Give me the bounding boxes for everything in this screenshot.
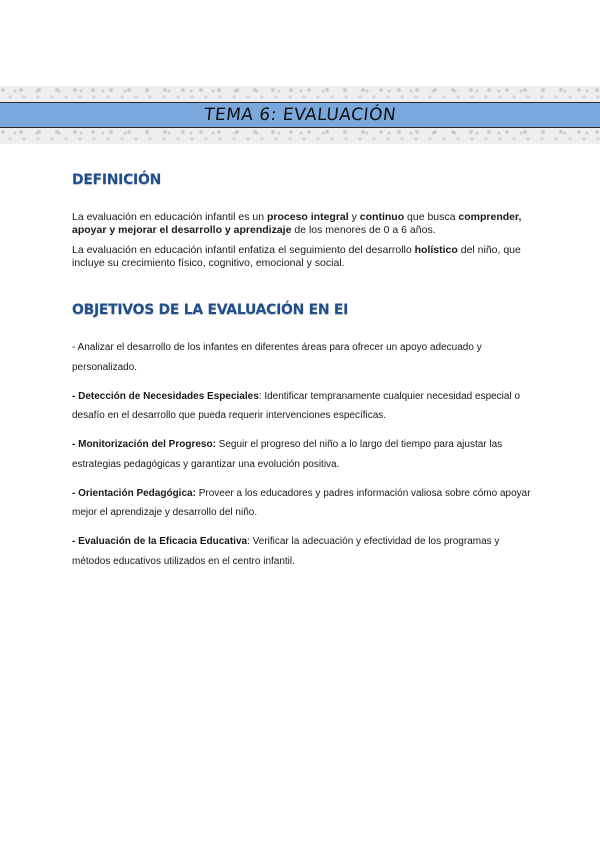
decorative-pattern-bottom bbox=[0, 128, 600, 144]
item-label: - Orientación Pedagógica: bbox=[72, 487, 196, 499]
definition-paragraph-2 bbox=[72, 244, 532, 270]
item-text: : Identificar tempranamente cualquier necesidad especial o desafío en el desarrollo que pueda requerir intervenciones específicas. bbox=[72, 390, 521, 421]
text-run: del niño, que incluye su crecimiento físico, cognitivo, emocional y social. bbox=[72, 244, 521, 269]
bold-run: comprender, apoyar y mejorar el desarrollo y aprendizaje bbox=[72, 211, 522, 236]
bold-run: proceso integral bbox=[266, 211, 349, 223]
list-item bbox=[72, 338, 532, 377]
item-label: - Evaluación de la Eficacia Educativa bbox=[72, 536, 248, 547]
text-run: que busca bbox=[404, 211, 459, 223]
text-run: y bbox=[348, 211, 360, 223]
item-text: : Verificar la adecuación y efectividad de los programas y métodos educativos utilizados en el centro infantil. bbox=[72, 536, 500, 567]
definition-paragraph-1 bbox=[72, 211, 532, 237]
list-item bbox=[72, 387, 532, 426]
objectives-list bbox=[72, 338, 532, 571]
text-run: La evaluación en educación infantil es un bbox=[72, 211, 267, 223]
list-item bbox=[72, 532, 532, 571]
text-run: de los menores de 0 a 6 años. bbox=[291, 224, 436, 236]
item-text: Proveer a los educadores y padres información valiosa sobre cómo apoyar mejor el aprendizaje y desarrollo del niño. bbox=[72, 487, 531, 518]
item-label: - Detección de Necesidades Especiales bbox=[72, 390, 259, 402]
bold-run: continuo bbox=[359, 211, 405, 223]
document-body bbox=[72, 168, 532, 581]
title-bar bbox=[0, 102, 600, 128]
definition-heading: DEFINICIÓN bbox=[72, 172, 161, 188]
item-text: - Analizar el desarrollo de los infantes en diferentes áreas para ofrecer un apoyo adecuado y personalizado. bbox=[72, 342, 482, 373]
page-title: TEMA 6: EVALUACIÓN bbox=[202, 105, 398, 125]
objectives-heading: OBJETIVOS DE LA EVALUACIÓN EN EI bbox=[72, 302, 349, 318]
list-item bbox=[72, 484, 532, 523]
list-item bbox=[72, 435, 532, 474]
bold-run: holístico bbox=[414, 244, 458, 256]
text-run: La evaluación en educación infantil enfatiza el seguimiento del desarrollo bbox=[72, 244, 415, 256]
item-text: Seguir el progreso del niño a lo largo del tiempo para ajustar las estrategias pedagógicas y garantizar una evolución positiva. bbox=[72, 439, 503, 470]
decorative-pattern-top bbox=[0, 86, 600, 102]
item-label: - Monitorización del Progreso: bbox=[72, 439, 216, 450]
